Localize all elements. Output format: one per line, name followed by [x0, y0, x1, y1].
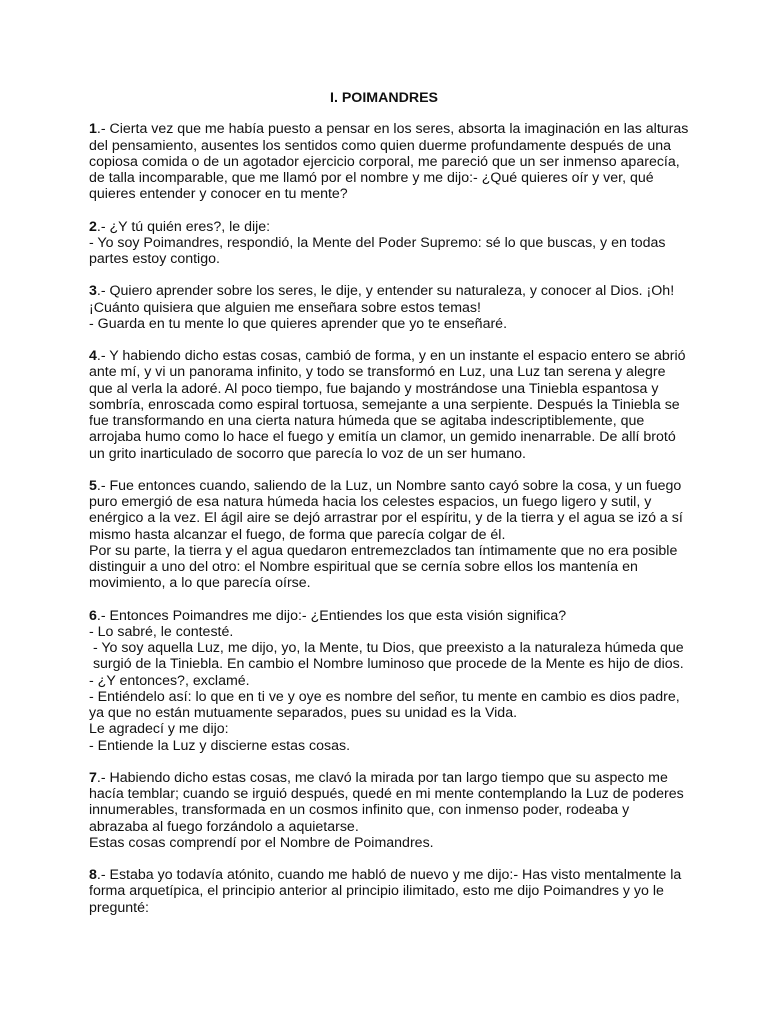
paragraph-number: 7: [89, 769, 97, 786]
paragraph-line: [89, 640, 689, 656]
line-text: .- Cierta vez que me había puesto a pensar en los seres, absorta la imaginación en las alturas: [96, 121, 689, 138]
paragraph-line: [89, 219, 689, 235]
paragraph-number: 3: [89, 283, 97, 300]
line-text: ¡Cuánto quisiera que alguien me enseñara sobre estos temas!: [89, 299, 481, 316]
line-text: un grito inarticulado de socorro que parecía lo voz de un ser humano.: [89, 445, 526, 462]
paragraph-line: [89, 235, 689, 251]
line-text: .- Y habiendo dicho estas cosas, cambió de forma, y en un instante el espacio entero se abrió: [96, 348, 686, 364]
paragraph-line: [89, 413, 689, 429]
paragraph: [89, 219, 689, 268]
paragraph: [89, 283, 689, 332]
paragraph-number: 5: [89, 477, 97, 494]
paragraph: [89, 867, 689, 916]
paragraph-line: [89, 721, 689, 737]
paragraph-line: [89, 300, 689, 316]
paragraph-line: [89, 883, 689, 899]
paragraph-line: [89, 364, 689, 380]
line-text: - Yo soy Poimandres, respondió, la Mente del Poder Supremo: sé lo que buscas, y en todas: [89, 234, 666, 251]
paragraph-line: [89, 121, 689, 137]
line-text: ante mí, y vi un panorama infinito, y todo se transformó en Luz, una Luz tan serena y alegre: [89, 364, 666, 381]
line-text: Por su parte, la tierra y el agua quedaron entremezclados tan íntimamente que no era posible: [89, 542, 678, 559]
paragraph-line: [89, 154, 689, 170]
line-text: - Entiende la Luz y discierne estas cosas.: [89, 737, 351, 754]
line-text: fue transformando en una cierta natura húmeda que se agitaba indescriptiblemente, que: [89, 413, 645, 429]
paragraph-number: 8: [89, 867, 97, 883]
line-text: ya que no están mutuamente separados, pues su unidad es la Vida.: [89, 705, 518, 721]
line-text: que al verla la adoré. Al poco tiempo, fue bajando y mostrándose una Tiniebla espantosa y: [89, 380, 659, 397]
paragraph-line: [89, 446, 689, 462]
line-text: del pensamiento, ausentes los sentidos como quien duerme profundamente después de una: [89, 137, 672, 154]
line-text: .- ¿Y tú quién eres?, le dije:: [96, 218, 271, 235]
paragraph-line: [89, 510, 689, 526]
paragraph-list: [89, 121, 689, 916]
paragraph-line: [89, 900, 689, 916]
line-text: .- Entonces Poimandres me dijo:- ¿Entiendes los que esta visión significa?: [96, 607, 567, 624]
line-text: .- Estaba yo todavía atónito, cuando me habló de nuevo y me dijo:- Has visto mentalmente la: [96, 867, 682, 883]
paragraph-line: [89, 835, 689, 851]
line-text: hacía temblar; cuando se irguió después, quedé en mi mente contemplando la Luz de poderes: [89, 786, 684, 802]
line-text: de talla incomparable, que me llamó por el nombre y me dijo:- ¿Qué quieres oír y ver, qué: [89, 170, 654, 186]
paragraph-line: [89, 819, 689, 835]
paragraph-line: [89, 316, 689, 332]
paragraph-line: [89, 656, 689, 672]
paragraph-line: [89, 170, 689, 186]
paragraph-line: [89, 381, 689, 397]
line-text: surgió de la Tiniebla. En cambio el Nombre luminoso que procede de la Mente es hijo de dios.: [89, 656, 684, 673]
line-text: innumerables, transformada en un cosmos infinito que, con inmenso poder, rodeaba y: [89, 802, 630, 819]
line-text: - Lo sabré, le contesté.: [89, 623, 234, 640]
paragraph-line: [89, 429, 689, 445]
line-text: - ¿Y entonces?, exclamé.: [89, 672, 250, 689]
paragraph-line: [89, 575, 689, 591]
line-text: Le agradecí y me dijo:: [89, 721, 229, 738]
paragraph-line: [89, 689, 689, 705]
paragraph: [89, 348, 689, 462]
line-text: forma arquetípica, el principio anterior al principio ilimitado, esto me dijo Poimandres y yo le: [89, 883, 664, 900]
paragraph-number: 6: [89, 607, 97, 624]
document-title: I. POIMANDRES: [330, 90, 438, 106]
paragraph-line: [89, 738, 689, 754]
paragraph-line: [89, 624, 689, 640]
paragraph-line: [89, 478, 689, 494]
line-text: mismo hasta alcanzar el fuego, de forma que parecía colgar de él.: [89, 526, 506, 543]
paragraph-line: [89, 397, 689, 413]
document-page: [89, 90, 689, 932]
line-text: - Yo soy aquella Luz, me dijo, yo, la Mente, tu Dios, que preexisto a la naturaleza húmeda que: [89, 640, 684, 656]
paragraph-line: [89, 494, 689, 510]
paragraph-number: 4: [89, 348, 97, 364]
line-text: sombría, enroscada como espiral tortuosa, semejante a una serpiente. Después la Tiniebla se: [89, 396, 680, 413]
line-text: enérgico a la vez. El ágil aire se dejó arrastrar por el espíritu, y de la tierra y el agua se izó a sí: [89, 510, 683, 527]
line-text: puro emergió de esa natura húmeda hacia los celestes espacios, un fuego ligero y sutil, y: [89, 494, 652, 510]
paragraph-line: [89, 348, 689, 364]
paragraph-line: [89, 559, 689, 575]
line-text: partes estoy contigo.: [89, 251, 220, 267]
line-text: - Entiéndelo así: lo que en ti ve y oye es nombre del señor, tu mente en cambio es dios padre,: [89, 688, 680, 705]
paragraph-line: [89, 867, 689, 883]
line-text: .- Habiendo dicho estas cosas, me clavó la mirada por tan largo tiempo que su aspecto me: [96, 769, 668, 786]
paragraph: [89, 121, 689, 202]
paragraph-line: [89, 786, 689, 802]
paragraph: [89, 770, 689, 851]
paragraph: [89, 478, 689, 592]
paragraph-line: [89, 543, 689, 559]
line-text: distinguir a uno del otro: el Nombre espiritual que se cernía sobre ellos los mantenía en: [89, 559, 638, 575]
line-text: arrojaba humo como lo hace el fuego y emitía un clamor, un gemido inenarrable. De allí brotó: [89, 429, 676, 446]
paragraph-line: [89, 283, 689, 299]
line-text: movimiento, a lo que parecía oírse.: [89, 575, 311, 592]
paragraph-line: [89, 608, 689, 624]
paragraph-line: [89, 527, 689, 543]
paragraph-number: 2: [89, 218, 97, 235]
line-text: - Guarda en tu mente lo que quieres aprender que yo te enseñaré.: [89, 315, 508, 332]
paragraph: [89, 608, 689, 754]
paragraph-line: [89, 138, 689, 154]
line-text: pregunté:: [89, 899, 149, 916]
paragraph-number: 1: [89, 121, 97, 138]
paragraph-line: [89, 673, 689, 689]
paragraph-line: [89, 770, 689, 786]
line-text: Estas cosas comprendí por el Nombre de Poimandres.: [89, 834, 434, 851]
paragraph-line: [89, 186, 689, 202]
line-text: quieres entender y conocer en tu mente?: [89, 186, 348, 203]
line-text: copiosa comida o de un agotador ejercicio corporal, me pareció que un ser inmenso aparecía,: [89, 153, 680, 170]
line-text: .- Quiero aprender sobre los seres, le dije, y entender su naturaleza, y conocer al Dios. ¡Oh!: [96, 283, 675, 300]
paragraph-line: [89, 251, 689, 267]
paragraph-line: [89, 705, 689, 721]
line-text: abrazaba al fuego forzándolo a aquietarse.: [89, 818, 359, 835]
line-text: .- Fue entonces cuando, saliendo de la Luz, un Nombre santo cayó sobre la cosa, y un fuego: [96, 477, 682, 494]
paragraph-line: [89, 802, 689, 818]
